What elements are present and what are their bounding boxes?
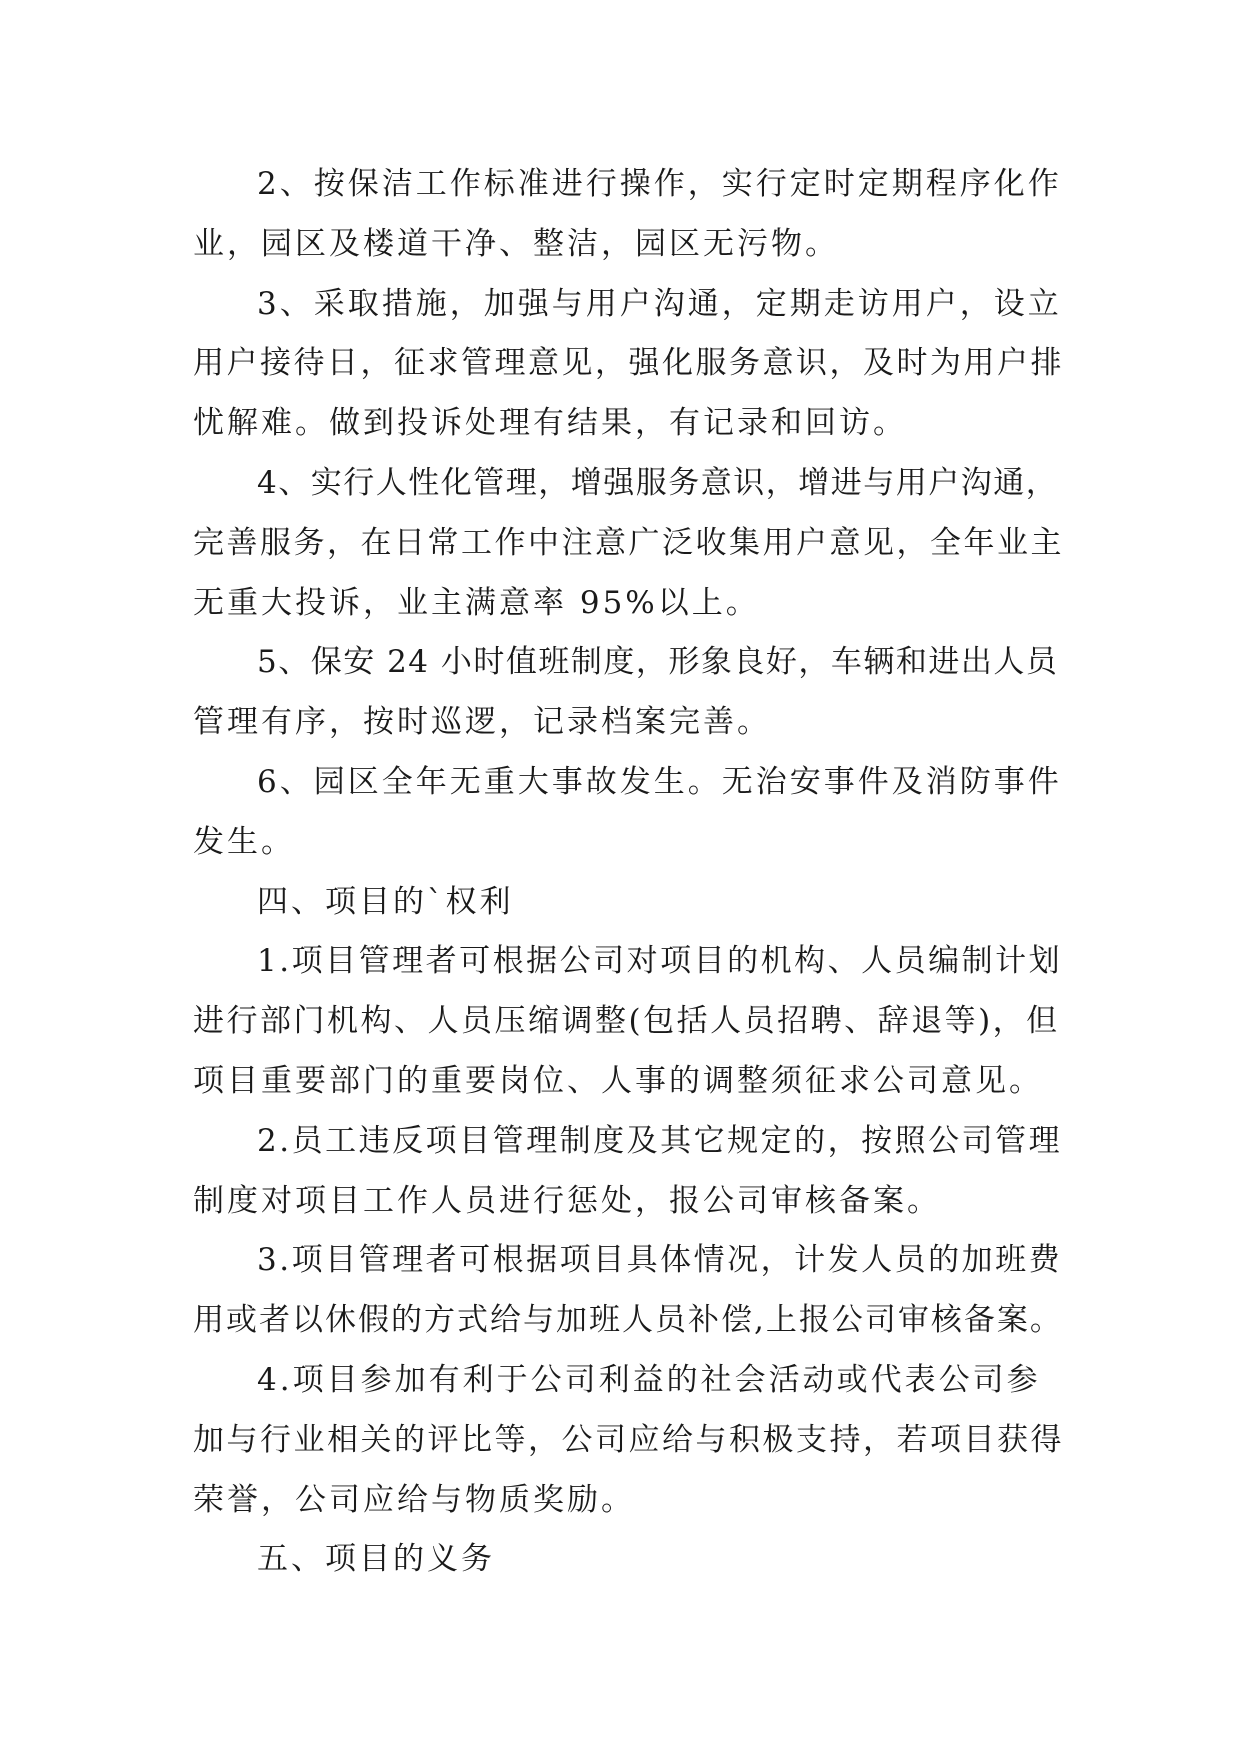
section-heading: 五、项目的义务 (257, 1541, 495, 1578)
text-line: 忧解难。做到投诉处理有结果，有记录和回访。 (193, 405, 907, 442)
document-body (193, 155, 1068, 1590)
text-line: 加与行业相关的评比等，公司应给与积极支持，若项目获得 (193, 1421, 1064, 1458)
text-line: 业，园区及楼道干净、整洁，园区无污物。 (193, 225, 839, 262)
text-line: 进行部门机构、人员压缩调整(包括人员招聘、辞退等)，但 (193, 1003, 1060, 1040)
text-line: 无重大投诉，业主满意率 95%以上。 (193, 584, 760, 621)
text-line: 4.项目参加有利于公司利益的社会活动或代表公司参 (257, 1361, 1041, 1398)
text-line: 4、实行人性化管理，增强服务意识，增进与用户沟通， (257, 464, 1059, 501)
text-line: 用户接待日，征求管理意见，强化服务意识，及时为用户排 (193, 345, 1064, 382)
text-line: 5、保安 24 小时值班制度，形象良好，车辆和进出人员 (257, 644, 1059, 681)
text-line: 完善服务，在日常工作中注意广泛收集用户意见，全年业主 (193, 524, 1064, 561)
text-line: 发生。 (193, 823, 295, 860)
text-line: 用或者以休假的方式给与加班人员补偿,上报公司审核备案。 (193, 1302, 1063, 1339)
text-line: 制度对项目工作人员进行惩处，报公司审核备案。 (193, 1182, 941, 1219)
text-line: 2、按保洁工作标准进行操作，实行定时定期程序化作 (257, 166, 1062, 202)
text-line: 3、采取措施，加强与用户沟通，定期走访用户，设立 (257, 285, 1062, 322)
text-line: 6、园区全年无重大事故发生。无治安事件及消防事件 (257, 763, 1062, 800)
text-line: 3.项目管理者可根据项目具体情况，计发人员的加班费 (257, 1242, 1063, 1279)
text-line: 荣誉，公司应给与物质奖励。 (193, 1481, 635, 1518)
text-line: 2.员工违反项目管理制度及其它规定的，按照公司管理 (257, 1122, 1063, 1159)
section-heading: 四、项目的`权利 (257, 883, 514, 920)
text-line: 项目重要部门的重要岗位、人事的调整须征求公司意见。 (193, 1062, 1043, 1099)
text-line: 管理有序，按时巡逻，记录档案完善。 (193, 704, 771, 741)
text-line: 1.项目管理者可根据公司对项目的机构、人员编制计划 (257, 943, 1063, 980)
